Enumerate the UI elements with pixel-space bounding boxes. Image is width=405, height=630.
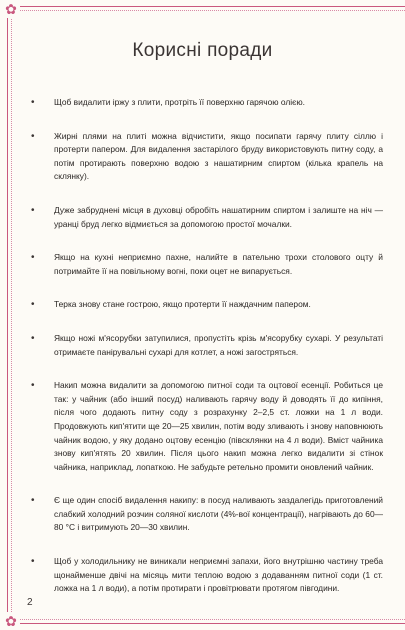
decorative-border-bottom	[7, 618, 405, 624]
bullet-icon: •	[31, 495, 35, 507]
bullet-icon: •	[31, 332, 35, 344]
tip-item	[30, 130, 383, 184]
tip-item	[30, 332, 383, 359]
tip-item	[30, 204, 383, 231]
tip-text: Щоб видалити іржу з плити, протріть її поверхню гарячою олією.	[54, 97, 305, 107]
bullet-icon: •	[31, 252, 35, 264]
tip-item	[30, 379, 383, 474]
bullet-icon: •	[31, 299, 35, 311]
corner-ornament-icon: ✿	[2, 0, 20, 18]
tip-item	[30, 298, 383, 312]
tips-list	[30, 96, 383, 596]
tip-item	[30, 555, 383, 596]
tip-text: Жирні плями на плиті можна відчистити, якщо посипати гарячу плиту сіллю і протерти папером. Для видалення застарілого бруду використовують питну соду, а потім протирають поверхню водою з нашатирним спиртом (кілька крапель на склянку).	[54, 130, 383, 182]
tip-text: Якщо ножі м'ясорубки затупилися, пропустіть крізь м'ясорубку сухарі. У результаті отримаєте панірувальні сухарі для котлет, а ножі загостряться.	[54, 332, 383, 357]
corner-ornament-icon: ✿	[2, 612, 20, 630]
tip-text: Терка знову стане гострою, якщо протерти її наждачним папером.	[54, 299, 311, 310]
tip-text: Накип можна видалити за допомогою питної соди та оцтової есенції. Робиться це так: у чайник (або інший посуд) наливають гарячу воду й доводять її до кипіння, після чого додають питну соду з розрахунку 2–2,5 ст. ложки на 1 л води. Продовжують кип'ятити ще 20—25 хвилин, потім воду зливають і знову наповнюють чайник водою, у яку додано оцтову есенцію (півсклянки на 4 л води). Вміст чайника знову кип'ятять 20 хвилин. Після цього накип можна легко видалити зі стінок чайника, наприклад, лопаткою. Не забудьте ретельно промити оновлений чайник.	[54, 380, 383, 472]
tip-item	[30, 494, 383, 535]
bullet-icon: •	[31, 130, 35, 142]
tip-text: Дуже забруднені місця в духовці обробіть нашатирним спиртом і залиште на ніч — уранці бруд легко відмиється за допомогою простої мочалки.	[54, 204, 383, 229]
bullet-icon: •	[31, 204, 35, 216]
page-title: Корисні поради	[132, 40, 273, 61]
tip-item	[30, 251, 383, 278]
decorative-border-left	[7, 6, 17, 624]
tip-text: Якщо на кухні неприємно пахне, налийте в пательню трохи столового оцту й потримайте її на повільному вогні, поки оцет не випарується.	[54, 252, 383, 276]
bullet-icon: •	[31, 97, 35, 108]
page-number: 2	[27, 597, 33, 608]
tip-item	[30, 96, 383, 110]
decorative-border-top	[7, 6, 405, 12]
bullet-icon: •	[31, 380, 35, 392]
tip-text: Є ще один спосіб видалення накипу: в посуд наливають заздалегідь приготовлений слабкий холодний розчин соляної кислоти (4%-вої концентрації), нагрівають до 60—80 °С і витримують 20—30 хвилин.	[54, 495, 383, 533]
tip-text: Щоб у холодильнику не виникали неприємні запахи, його внутрішню частину треба щонайменше двічі на місяць мити теплою водою з додаванням питної соди (1 ст. ложка на 1 л води), а потім протирати і провітрювати протягом півгодини.	[54, 556, 383, 594]
bullet-icon: •	[31, 556, 35, 568]
